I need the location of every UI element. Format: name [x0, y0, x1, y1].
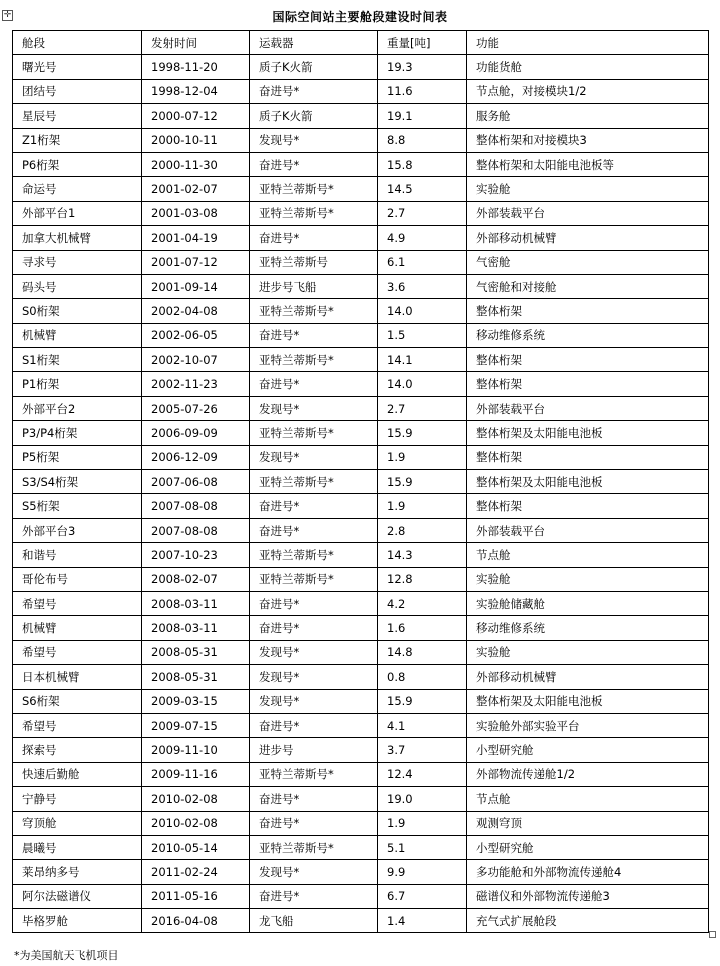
cell-module: 机械臂 [13, 323, 142, 347]
table-row [13, 762, 709, 786]
cell-launcher: 亚特兰蒂斯号* [250, 835, 378, 859]
table-row [13, 104, 709, 128]
table-row [13, 860, 709, 884]
cell-function: 外部装载平台 [467, 396, 709, 420]
cell-function: 整体桁架 [467, 299, 709, 323]
cell-module: 晨曦号 [13, 835, 142, 859]
cell-module: 快速后勤舱 [13, 762, 142, 786]
table-body [13, 55, 709, 933]
cell-function: 观测穹顶 [467, 811, 709, 835]
cell-launch-date: 2008-03-11 [142, 591, 250, 615]
cell-module: 希望号 [13, 591, 142, 615]
table-row [13, 518, 709, 542]
table-row [13, 55, 709, 79]
cell-weight: 1.5 [378, 323, 467, 347]
cell-weight: 11.6 [378, 79, 467, 103]
table-row [13, 177, 709, 201]
table-row [13, 494, 709, 518]
cell-function: 外部移动机械臂 [467, 226, 709, 250]
cell-function: 外部装载平台 [467, 201, 709, 225]
cell-module: S6桁架 [13, 689, 142, 713]
cell-launch-date: 2001-03-08 [142, 201, 250, 225]
cell-function: 整体桁架和太阳能电池板等 [467, 152, 709, 176]
cell-module: 日本机械臂 [13, 665, 142, 689]
cell-launch-date: 1998-11-20 [142, 55, 250, 79]
cell-module: 希望号 [13, 713, 142, 737]
cell-module: 莱昂纳多号 [13, 860, 142, 884]
cell-function: 节点舱 [467, 787, 709, 811]
cell-module: 和谐号 [13, 543, 142, 567]
cell-launcher: 亚特兰蒂斯号* [250, 567, 378, 591]
cell-launcher: 奋进号* [250, 494, 378, 518]
table-row [13, 665, 709, 689]
cell-launcher: 进步号飞船 [250, 274, 378, 298]
cell-launcher: 亚特兰蒂斯号* [250, 762, 378, 786]
cell-launcher: 发现号* [250, 128, 378, 152]
cell-weight: 3.7 [378, 738, 467, 762]
cell-weight: 15.9 [378, 689, 467, 713]
cell-function: 整体桁架 [467, 348, 709, 372]
cell-function: 整体桁架及太阳能电池板 [467, 421, 709, 445]
cell-module: 外部平台2 [13, 396, 142, 420]
cell-weight: 5.1 [378, 835, 467, 859]
cell-module: 星辰号 [13, 104, 142, 128]
cell-module: S5桁架 [13, 494, 142, 518]
cell-launcher: 奋进号* [250, 787, 378, 811]
cell-weight: 19.3 [378, 55, 467, 79]
cell-launch-date: 2007-08-08 [142, 494, 250, 518]
cell-launcher: 奋进号* [250, 811, 378, 835]
cell-launch-date: 2002-11-23 [142, 372, 250, 396]
cell-launch-date: 2000-11-30 [142, 152, 250, 176]
column-header-function: 功能 [467, 31, 709, 55]
cell-launcher: 龙飞船 [250, 909, 378, 933]
cell-launch-date: 2008-02-07 [142, 567, 250, 591]
cell-function: 整体桁架 [467, 372, 709, 396]
cell-launch-date: 2007-10-23 [142, 543, 250, 567]
cell-launch-date: 2006-09-09 [142, 421, 250, 445]
cell-launch-date: 2002-04-08 [142, 299, 250, 323]
cell-weight: 15.9 [378, 421, 467, 445]
cell-module: 哥伦布号 [13, 567, 142, 591]
cell-launcher: 质子K火箭 [250, 55, 378, 79]
cell-launcher: 奋进号* [250, 616, 378, 640]
cell-weight: 6.7 [378, 884, 467, 908]
table-row [13, 835, 709, 859]
cell-function: 节点舱 [467, 543, 709, 567]
cell-weight: 14.8 [378, 640, 467, 664]
cell-module: 命运号 [13, 177, 142, 201]
cell-launcher: 奋进号* [250, 591, 378, 615]
cell-module: 码头号 [13, 274, 142, 298]
cell-weight: 4.1 [378, 713, 467, 737]
table-row [13, 713, 709, 737]
cell-module: P1桁架 [13, 372, 142, 396]
cell-launch-date: 2010-05-14 [142, 835, 250, 859]
cell-launch-date: 2001-02-07 [142, 177, 250, 201]
cell-module: P5桁架 [13, 445, 142, 469]
cell-function: 移动维修系统 [467, 616, 709, 640]
table-row [13, 470, 709, 494]
cell-module: 希望号 [13, 640, 142, 664]
cell-launch-date: 2001-09-14 [142, 274, 250, 298]
table-row [13, 226, 709, 250]
cell-weight: 3.6 [378, 274, 467, 298]
cell-weight: 2.7 [378, 396, 467, 420]
table-row [13, 884, 709, 908]
table-row [13, 738, 709, 762]
cell-function: 实验舱储藏舱 [467, 591, 709, 615]
cell-launcher: 奋进号* [250, 713, 378, 737]
table-header-row [13, 31, 709, 55]
resize-handle-icon[interactable] [709, 931, 716, 938]
table-row [13, 445, 709, 469]
cell-module: P6桁架 [13, 152, 142, 176]
cell-weight: 4.2 [378, 591, 467, 615]
cell-launcher: 奋进号* [250, 152, 378, 176]
cell-module: 阿尔法磁谱仪 [13, 884, 142, 908]
cell-module: P3/P4桁架 [13, 421, 142, 445]
cell-launch-date: 2010-02-08 [142, 811, 250, 835]
cell-function: 实验舱 [467, 567, 709, 591]
cell-weight: 14.3 [378, 543, 467, 567]
table-row [13, 348, 709, 372]
table-row [13, 640, 709, 664]
cell-launcher: 发现号* [250, 689, 378, 713]
cell-launch-date: 2009-03-15 [142, 689, 250, 713]
cell-function: 磁谱仪和外部物流传递舱3 [467, 884, 709, 908]
cell-launch-date: 2009-11-10 [142, 738, 250, 762]
document-title: 国际空间站主要舱段建设时间表 [272, 10, 448, 24]
cell-weight: 9.9 [378, 860, 467, 884]
cell-function: 移动维修系统 [467, 323, 709, 347]
cell-launch-date: 2002-06-05 [142, 323, 250, 347]
cell-launcher: 发现号* [250, 860, 378, 884]
table-row [13, 201, 709, 225]
table-row [13, 396, 709, 420]
table-row [13, 152, 709, 176]
cell-launcher: 亚特兰蒂斯号* [250, 299, 378, 323]
cell-launch-date: 2010-02-08 [142, 787, 250, 811]
cell-launcher: 发现号* [250, 640, 378, 664]
cell-weight: 19.1 [378, 104, 467, 128]
cell-function: 多功能舱和外部物流传递舱4 [467, 860, 709, 884]
cell-launch-date: 2005-07-26 [142, 396, 250, 420]
cell-weight: 14.0 [378, 372, 467, 396]
table-row [13, 299, 709, 323]
cell-weight: 12.4 [378, 762, 467, 786]
cell-function: 整体桁架及太阳能电池板 [467, 689, 709, 713]
cell-launch-date: 2000-10-11 [142, 128, 250, 152]
cell-weight: 8.8 [378, 128, 467, 152]
table-row [13, 811, 709, 835]
cell-function: 节点舱，对接模块1/2 [467, 79, 709, 103]
cell-launch-date: 2011-02-24 [142, 860, 250, 884]
cell-launcher: 亚特兰蒂斯号* [250, 348, 378, 372]
table-row [13, 128, 709, 152]
table-row [13, 323, 709, 347]
cell-launcher: 发现号* [250, 396, 378, 420]
cell-function: 服务舱 [467, 104, 709, 128]
cell-launch-date: 2009-11-16 [142, 762, 250, 786]
cell-launcher: 奋进号* [250, 323, 378, 347]
cell-launcher: 发现号* [250, 665, 378, 689]
cell-function: 小型研究舱 [467, 738, 709, 762]
cell-module: 团结号 [13, 79, 142, 103]
cell-weight: 4.9 [378, 226, 467, 250]
cell-weight: 0.8 [378, 665, 467, 689]
table-row [13, 591, 709, 615]
table-row [13, 79, 709, 103]
cell-launcher: 奋进号* [250, 884, 378, 908]
cell-launcher: 亚特兰蒂斯号* [250, 543, 378, 567]
cell-launch-date: 2001-04-19 [142, 226, 250, 250]
cell-module: 外部平台3 [13, 518, 142, 542]
cell-function: 外部装载平台 [467, 518, 709, 542]
cell-launch-date: 2011-05-16 [142, 884, 250, 908]
table-row [13, 909, 709, 933]
cell-module: Z1桁架 [13, 128, 142, 152]
cell-weight: 2.8 [378, 518, 467, 542]
table-row [13, 567, 709, 591]
cell-module: 宁静号 [13, 787, 142, 811]
cell-module: S1桁架 [13, 348, 142, 372]
cell-function: 外部移动机械臂 [467, 665, 709, 689]
cell-weight: 12.8 [378, 567, 467, 591]
cell-launch-date: 2000-07-12 [142, 104, 250, 128]
cell-launcher: 奋进号* [250, 372, 378, 396]
cell-launcher: 亚特兰蒂斯号* [250, 470, 378, 494]
cell-weight: 1.4 [378, 909, 467, 933]
cell-function: 实验舱 [467, 640, 709, 664]
cell-launcher: 亚特兰蒂斯号* [250, 201, 378, 225]
cell-weight: 6.1 [378, 250, 467, 274]
table-row [13, 787, 709, 811]
cell-function: 实验舱 [467, 177, 709, 201]
cell-function: 实验舱外部实验平台 [467, 713, 709, 737]
cell-module: S0桁架 [13, 299, 142, 323]
cell-launcher: 亚特兰蒂斯号* [250, 177, 378, 201]
cell-launcher: 质子K火箭 [250, 104, 378, 128]
cell-function: 整体桁架和对接模块3 [467, 128, 709, 152]
cell-launch-date: 2008-05-31 [142, 640, 250, 664]
cell-launcher: 奋进号* [250, 518, 378, 542]
table-row [13, 421, 709, 445]
table-row [13, 543, 709, 567]
cell-launch-date: 2016-04-08 [142, 909, 250, 933]
cell-weight: 14.0 [378, 299, 467, 323]
cell-function: 整体桁架 [467, 494, 709, 518]
cell-function: 功能货舱 [467, 55, 709, 79]
cell-launch-date: 2008-03-11 [142, 616, 250, 640]
table-row [13, 274, 709, 298]
cell-launcher: 奋进号* [250, 79, 378, 103]
cell-launch-date: 2006-12-09 [142, 445, 250, 469]
cell-module: 曙光号 [13, 55, 142, 79]
cell-weight: 14.1 [378, 348, 467, 372]
column-header-module: 舱段 [13, 31, 142, 55]
cell-launcher: 亚特兰蒂斯号* [250, 421, 378, 445]
cell-module: S3/S4桁架 [13, 470, 142, 494]
footnote: *为美国航天飞机项目 [14, 949, 119, 962]
cell-weight: 19.0 [378, 787, 467, 811]
cell-launcher: 奋进号* [250, 226, 378, 250]
module-schedule-table [12, 30, 709, 933]
cell-weight: 1.6 [378, 616, 467, 640]
table-row [13, 689, 709, 713]
cell-weight: 2.7 [378, 201, 467, 225]
cell-launch-date: 2001-07-12 [142, 250, 250, 274]
cell-launcher: 亚特兰蒂斯号 [250, 250, 378, 274]
cell-launch-date: 1998-12-04 [142, 79, 250, 103]
cell-launch-date: 2008-05-31 [142, 665, 250, 689]
cell-module: 外部平台1 [13, 201, 142, 225]
column-header-weight: 重量[吨] [378, 31, 467, 55]
cell-module: 加拿大机械臂 [13, 226, 142, 250]
cell-launcher: 进步号 [250, 738, 378, 762]
cell-launch-date: 2009-07-15 [142, 713, 250, 737]
cell-function: 气密舱 [467, 250, 709, 274]
table-row [13, 372, 709, 396]
cell-function: 气密舱和对接舱 [467, 274, 709, 298]
cell-function: 整体桁架及太阳能电池板 [467, 470, 709, 494]
cell-module: 机械臂 [13, 616, 142, 640]
cell-module: 寻求号 [13, 250, 142, 274]
cell-weight: 1.9 [378, 811, 467, 835]
cell-weight: 14.5 [378, 177, 467, 201]
cell-module: 探索号 [13, 738, 142, 762]
move-handle-icon[interactable]: ✛ [3, 10, 12, 20]
cell-weight: 15.9 [378, 470, 467, 494]
cell-weight: 1.9 [378, 494, 467, 518]
cell-launch-date: 2002-10-07 [142, 348, 250, 372]
cell-module: 毕格罗舱 [13, 909, 142, 933]
column-header-launcher: 运载器 [250, 31, 378, 55]
cell-function: 整体桁架 [467, 445, 709, 469]
column-header-launch-date: 发射时间 [142, 31, 250, 55]
cell-function: 小型研究舱 [467, 835, 709, 859]
cell-launch-date: 2007-06-08 [142, 470, 250, 494]
cell-module: 穹顶舱 [13, 811, 142, 835]
cell-launch-date: 2007-08-08 [142, 518, 250, 542]
cell-launcher: 发现号* [250, 445, 378, 469]
table-row [13, 616, 709, 640]
cell-function: 外部物流传递舱1/2 [467, 762, 709, 786]
table-row [13, 250, 709, 274]
cell-function: 充气式扩展舱段 [467, 909, 709, 933]
cell-weight: 15.8 [378, 152, 467, 176]
cell-weight: 1.9 [378, 445, 467, 469]
